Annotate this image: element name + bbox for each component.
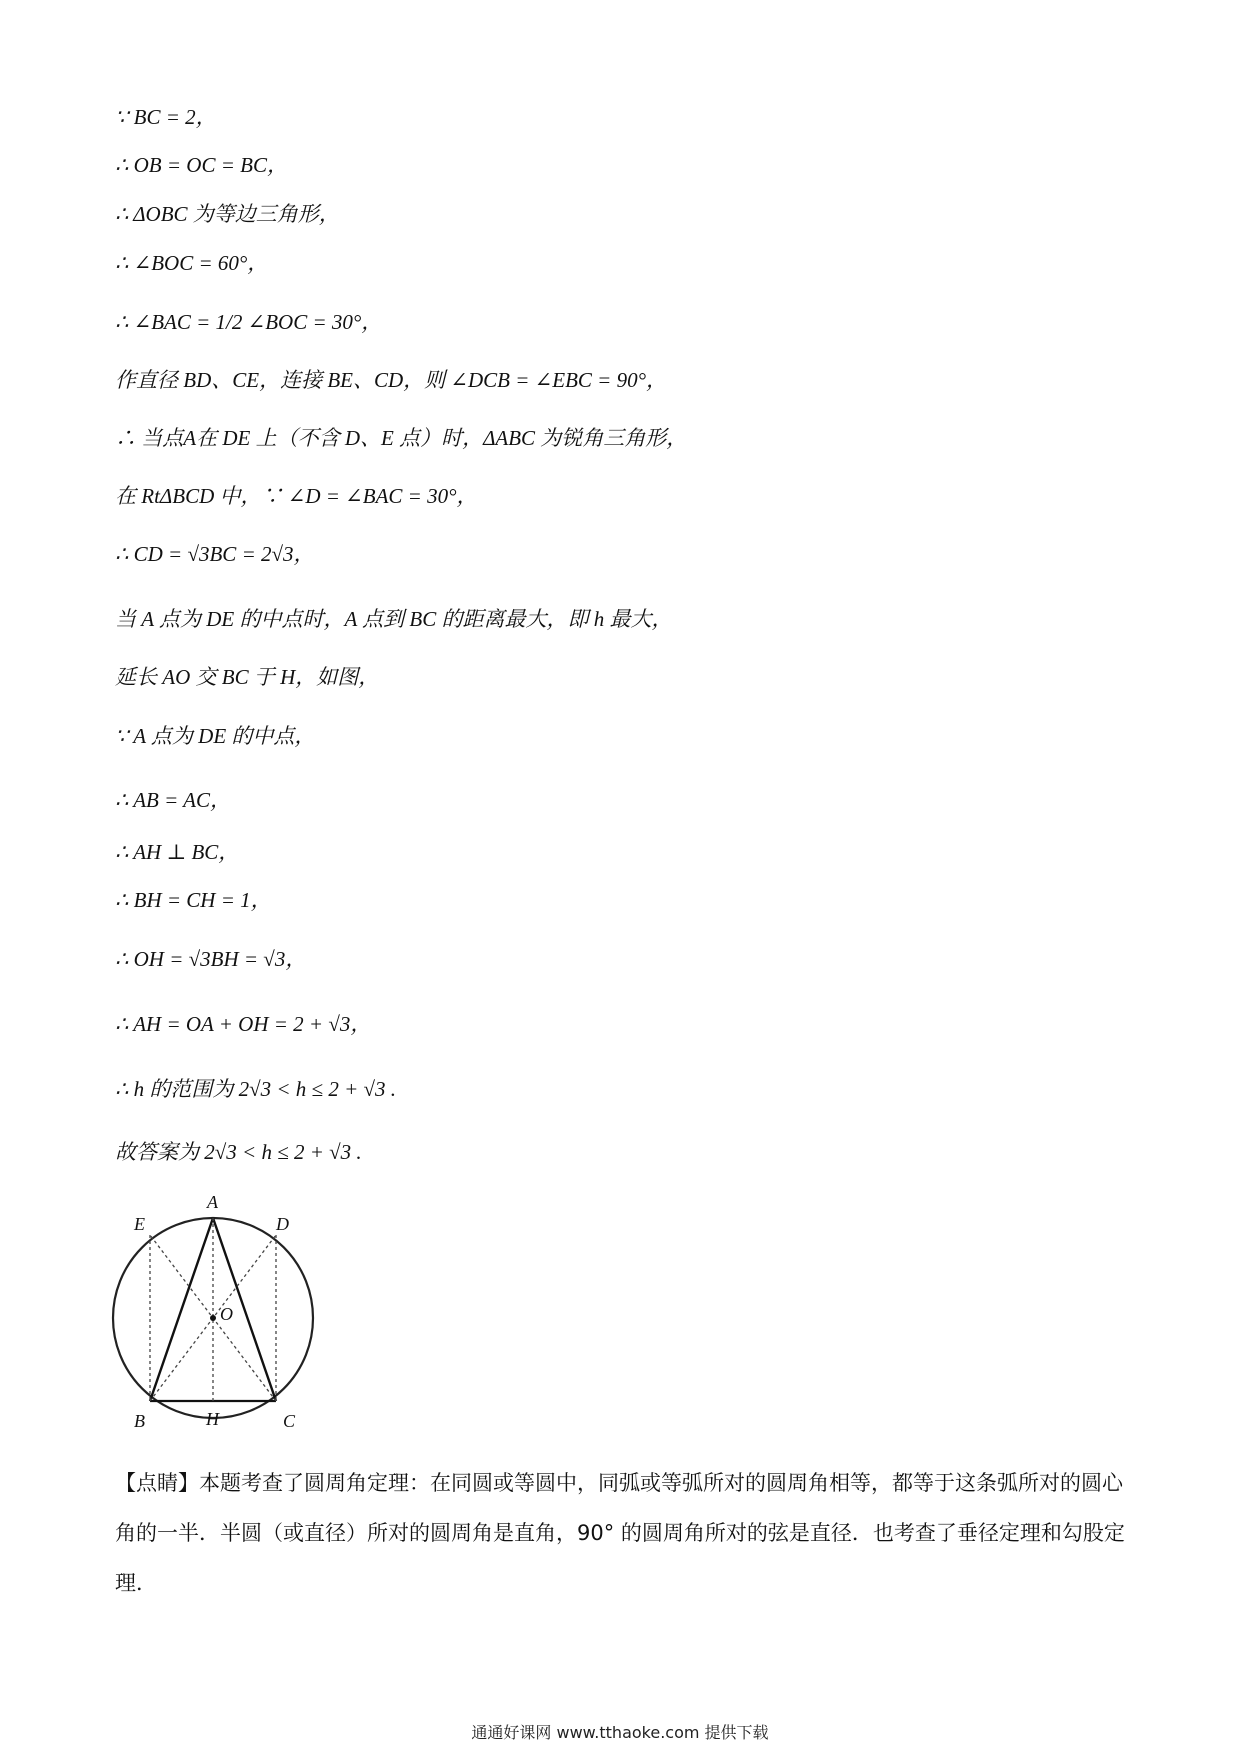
- line-7: ∴ 当点A在 DE 上（不含 D、E 点）时，ΔABC 为锐角三角形，: [115, 426, 688, 450]
- line-15: ∴ BH = CH = 1，: [115, 888, 272, 912]
- line-3: ∴ ΔOBC 为等边三角形，: [115, 202, 340, 226]
- line-1: ∵ BC = 2，: [115, 105, 217, 129]
- label-O: O: [220, 1304, 233, 1324]
- page-footer: 通通好课网 www.tthaoke.com 提供下载: [471, 1723, 769, 1742]
- line-2: ∴ OB = OC = BC，: [115, 153, 288, 177]
- line-9: ∴ CD = √3BC = 2√3，: [115, 542, 315, 566]
- line-5: ∴ ∠BAC = 1/2 ∠BOC = 30°，: [115, 310, 383, 334]
- label-E: E: [134, 1214, 145, 1234]
- segment-AB: [150, 1218, 213, 1401]
- center-dot: [210, 1315, 216, 1321]
- line-17: ∴ AH = OA + OH = 2 + √3，: [115, 1012, 372, 1036]
- line-14: ∴ AH ⊥ BC，: [115, 840, 240, 864]
- commentary-paragraph: 【点睛】本题考查了圆周角定理：在同圆或等圆中，同弧或等弧所对的圆周角相等，都等于这条弧所对的圆心角的一半．半圆（或直径）所对的圆周角是直角，90° 的圆周角所对的弦是直径．也考查了垂径定理和勾股定理．: [115, 1471, 1125, 1595]
- label-C: C: [283, 1411, 296, 1431]
- line-8: 在 RtΔBCD 中，∵ ∠D = ∠BAC = 30°，: [115, 484, 478, 508]
- label-H: H: [206, 1409, 219, 1429]
- circle-diagram: [108, 1190, 328, 1440]
- dashed-lines: [150, 1218, 276, 1401]
- line-18: ∴ h 的范围为 2√3 < h ≤ 2 + √3 .: [115, 1077, 397, 1101]
- line-12: ∵ A 点为 DE 的中点，: [115, 724, 316, 748]
- label-A: A: [207, 1192, 218, 1212]
- label-D: D: [276, 1214, 289, 1234]
- line-11: 延长 AO 交 BC 于 H，如图，: [115, 665, 380, 689]
- label-B: B: [134, 1411, 145, 1431]
- line-13: ∴ AB = AC，: [115, 788, 232, 812]
- line-6: 作直径 BD、CE，连接 BE、CD，则 ∠DCB = ∠EBC = 90°，: [115, 368, 667, 392]
- line-4: ∴ ∠BOC = 60°，: [115, 251, 269, 275]
- geometry-figure: [108, 1190, 328, 1440]
- line-10: 当 A 点为 DE 的中点时，A 点到 BC 的距离最大，即 h 最大，: [115, 607, 673, 631]
- line-19: 故答案为 2√3 < h ≤ 2 + √3 .: [115, 1140, 362, 1164]
- line-16: ∴ OH = √3BH = √3，: [115, 947, 307, 971]
